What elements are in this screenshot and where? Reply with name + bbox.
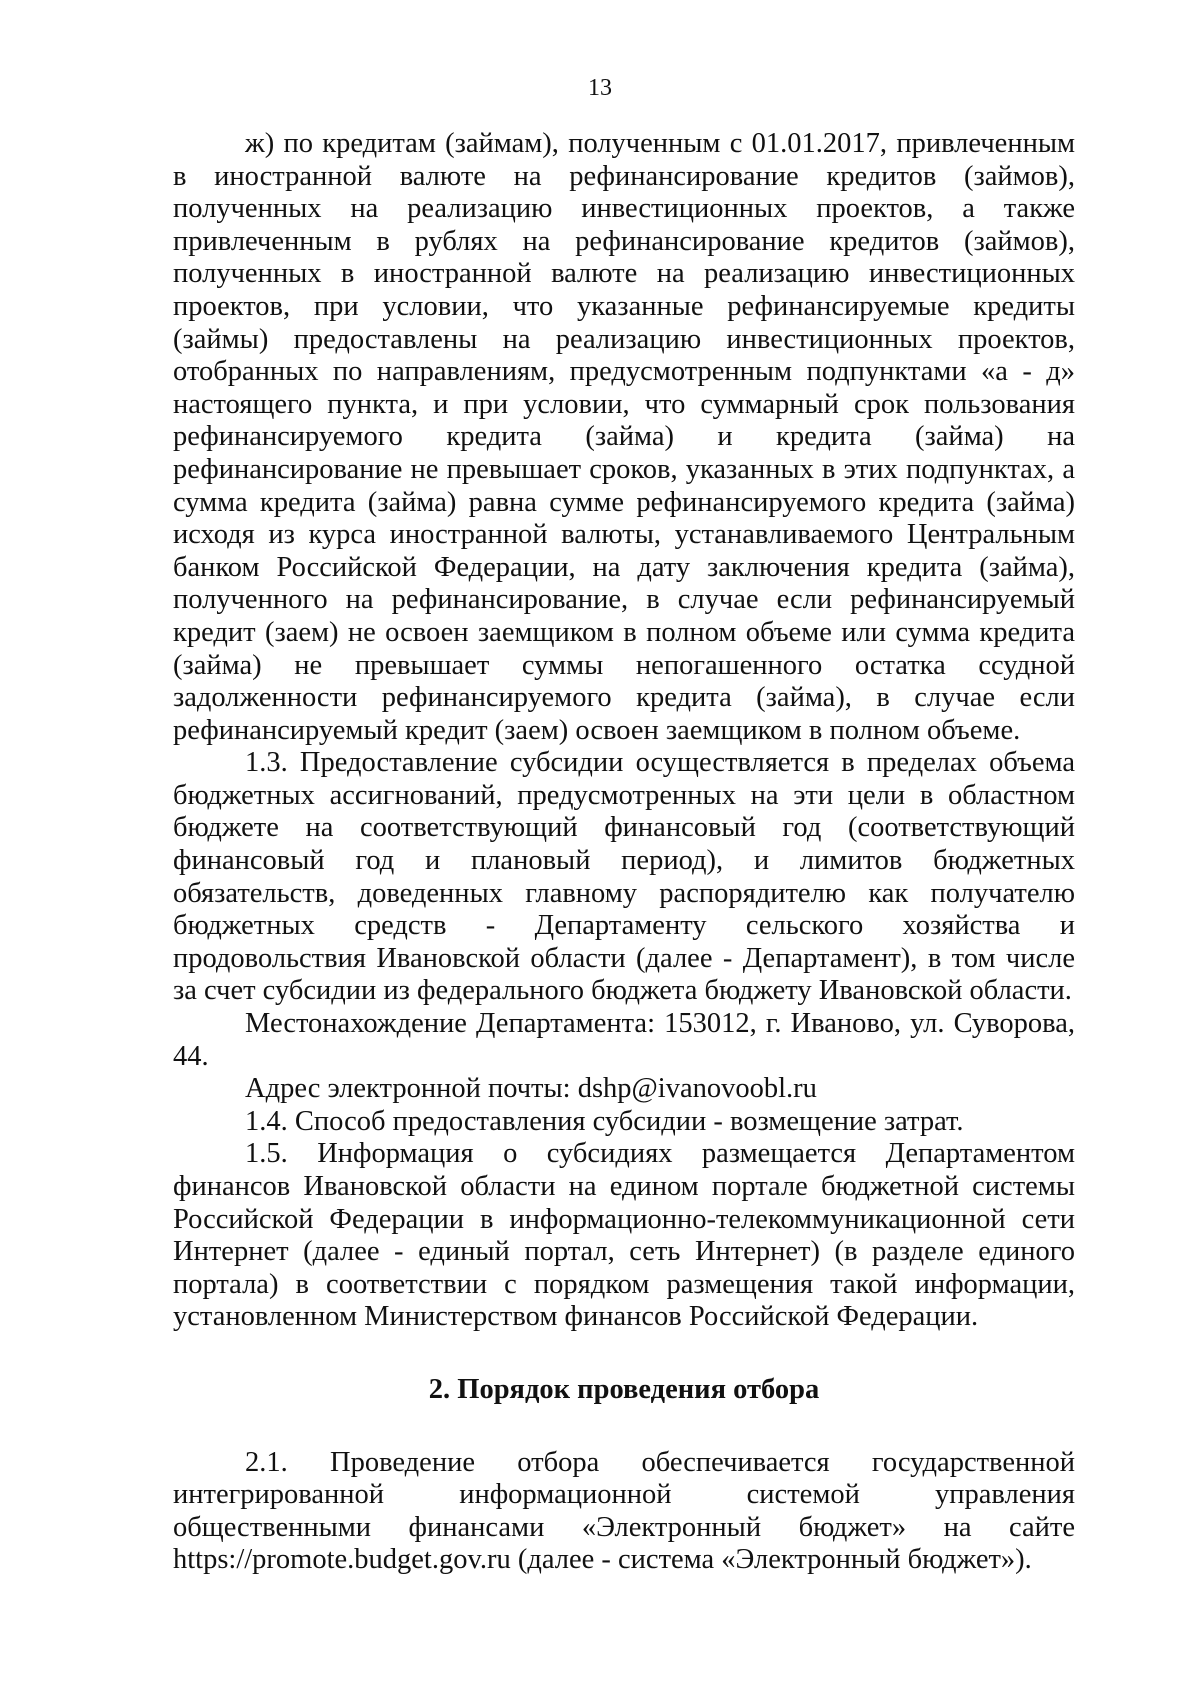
paragraph-2-1: 2.1. Проведение отбора обеспечивается государственной интегрированной информационной системой управления общественными финансами «Электронный бюджет» на сайте https://promote.budget.gov.ru (далее - система «Электронный бюджет»). [173,1446,1075,1576]
paragraph-department-location: Местонахождение Департамента: 153012, г. Иваново, ул. Суворова, 44. [173,1008,1075,1072]
paragraph-email: Адрес электронной почты: dshp@ivanovoobl.ru [245,1073,817,1105]
section-2-heading: 2. Порядок проведения отбора [428,1373,820,1405]
paragraph-1-3: 1.3. Предоставление субсидии осуществляется в пределах объема бюджетных ассигнований, предусмотренных на эти цели в областном бюджете на соответствующий финансовый год (соответствующий финансовый год и плановый период), и лимитов бюджетных обязательств, доведенных главному распорядителю как получателю бюджетных средств - Департаменту сельского хозяйства и продовольствия Ивановской области (далее - Департамент), в том числе за счет субсидии из федерального бюджета бюджету Ивановской области. [173,747,1075,1007]
document-body [173,128,1075,1577]
paragraph-1-5: 1.5. Информация о субсидиях размещается Департаментом финансов Ивановской области на едином портале бюджетной системы Российской Федерации в информационно-телекоммуникационной сети Интернет (далее - единый портал, сеть Интернет) (в разделе единого портала) в соответствии с порядком размещения такой информации, установленном Министерством финансов Российской Федерации. [173,1138,1075,1333]
paragraph-item-zh: ж) по кредитам (займам), полученным с 01.01.2017, привлеченным в иностранной валюте на рефинансирование кредитов (займов), полученных на реализацию инвестиционных проектов, а также привлеченным в рублях на рефинансирование кредитов (займов), полученных в иностранной валюте на реализацию инвестиционных проектов, при условии, что указанные рефинансируемые кредиты (займы) предоставлены на реализацию инвестиционных проектов, отобранных по направлениям, предусмотренным подпунктами «а - д» настоящего пункта, и при условии, что суммарный срок пользования рефинансируемого кредита (займа) и кредита (займа) на рефинансирование не превышает сроков, указанных в этих подпунктах, а сумма кредита (займа) равна сумме рефинансируемого кредита (займа) исходя из курса иностранной валюты, устанавливаемого Центральным банком Российской Федерации, на дату заключения кредита (займа), полученного на рефинансирование, в случае если рефинансируемый кредит (заем) не освоен заемщиком в полном объеме или сумма кредита (займа) не превышает суммы непогашенного остатка ссудной задолженности рефинансируемого кредита (займа), в случае если рефинансируемый кредит (заем) освоен заемщиком в полном объеме. [173,128,1075,746]
page-number: 13 [588,75,612,101]
paragraph-1-4: 1.4. Способ предоставления субсидии - возмещение затрат. [245,1105,964,1137]
